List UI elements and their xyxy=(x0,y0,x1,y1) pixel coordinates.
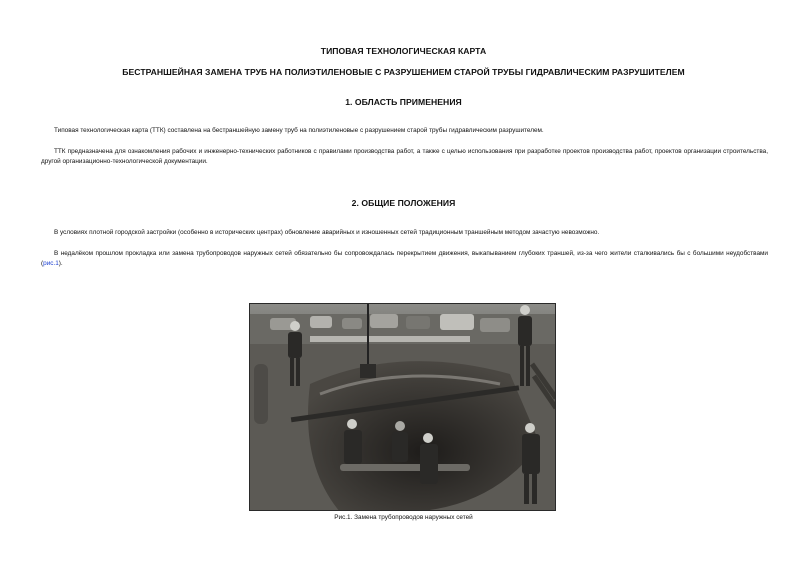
section-1-paragraph-2: ТТК предназначена для ознакомления рабочих и инженерно-технических работников с правилами производства работ, а также с целью использования при разработке проектов производства работ, проектов организации строительства, другой организационно-технологической документации. xyxy=(41,148,768,165)
figure-1-photo xyxy=(249,303,556,511)
section-2-paragraph-1: В условиях плотной городской застройки (особенно в исторических центрах) обновление аварийных и изношенных сетей традиционным траншейным методом зачастую невозможно. xyxy=(54,229,600,236)
figure-1-link[interactable]: рис.1 xyxy=(43,260,59,267)
section-1-heading: 1. ОБЛАСТЬ ПРИМЕНЕНИЯ xyxy=(345,97,462,107)
figure-1-caption: Рис.1. Замена трубопроводов наружных сетей xyxy=(334,514,473,521)
section-2-paragraph-2 xyxy=(41,249,768,269)
document-subtitle: БЕСТРАНШЕЙНАЯ ЗАМЕНА ТРУБ НА ПОЛИЭТИЛЕНОВЫЕ С РАЗРУШЕНИЕМ СТАРОЙ ТРУБЫ ГИДРАВЛИЧЕСКИМ РАЗРУШИТЕЛЕМ xyxy=(122,67,685,77)
document-title: ТИПОВАЯ ТЕХНОЛОГИЧЕСКАЯ КАРТА xyxy=(320,46,487,56)
pipe-replacement-photo xyxy=(250,304,556,511)
paragraph-text-end: ). xyxy=(58,260,63,267)
paragraph-text: В недалёком прошлом прокладка или замена трубопроводов наружных сетей обязательно бы сопровождалась перекрытием движения, выкапыванием глубоких траншей, из-за чего жители сталкивались бы с большими неудобствами ( xyxy=(41,250,768,267)
section-2-heading: 2. ОБЩИЕ ПОЛОЖЕНИЯ xyxy=(351,198,456,208)
section-1-paragraph-1: Типовая технологическая карта (ТТК) составлена на бестраншейную замену труб на полиэтиленовые с разрушением старой трубы гидравлическим разрушителем. xyxy=(54,127,544,134)
